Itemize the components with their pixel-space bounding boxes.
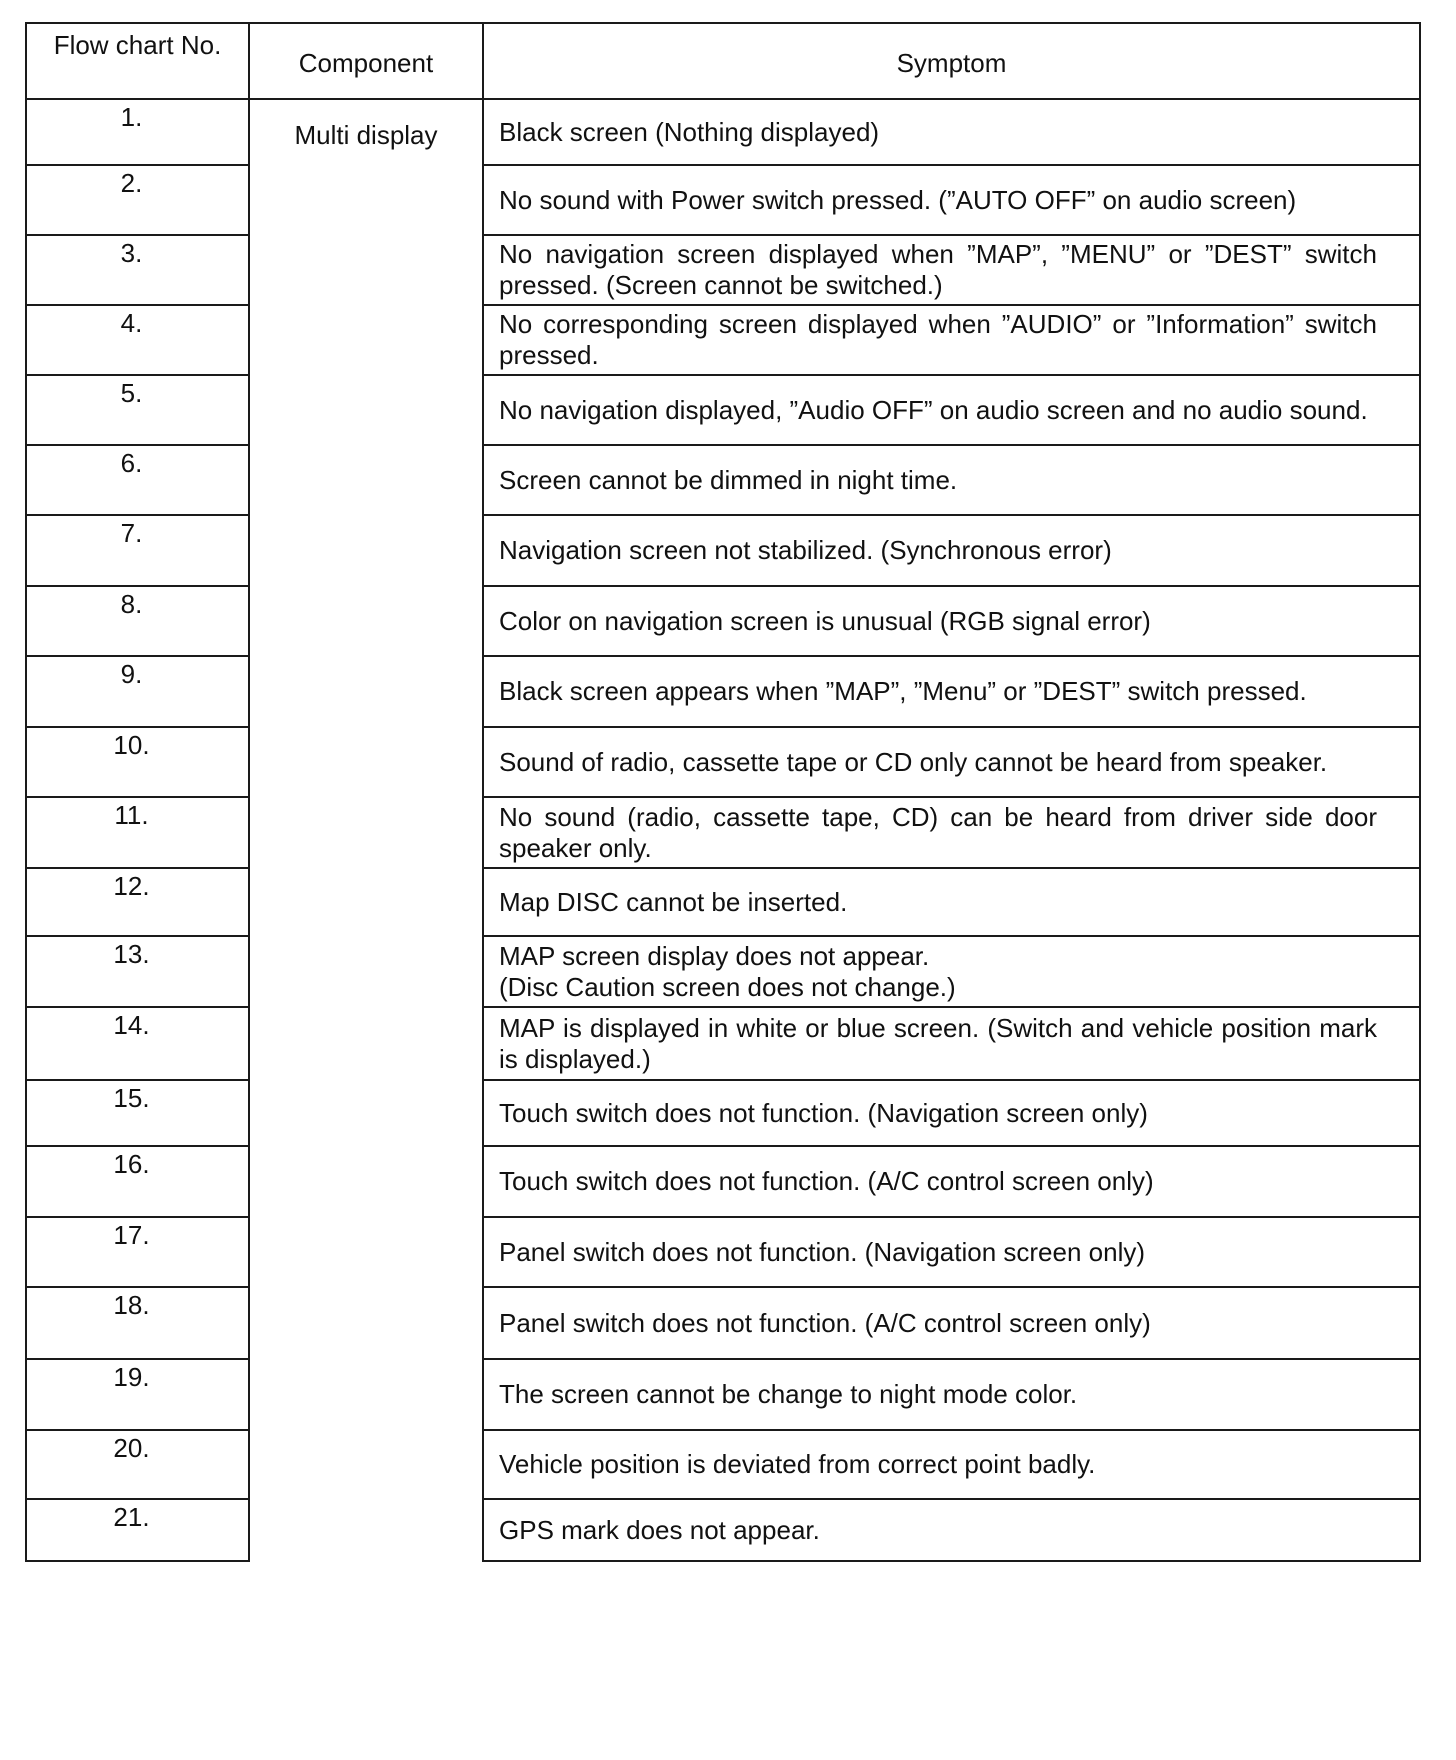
symptom-cell: MAP screen display does not appear. (Disc Caution screen does not change.) [483, 936, 1420, 1007]
table-row [26, 1430, 1420, 1499]
header-symptom: Symptom [483, 23, 1420, 99]
symptom-cell: MAP is displayed in white or blue screen. (Switch and vehicle position mark is displayed.) [483, 1007, 1420, 1080]
component-cell [249, 936, 483, 1007]
table-row [26, 1080, 1420, 1146]
header-component: Component [249, 23, 483, 99]
flow-chart-number: 18. [26, 1287, 249, 1359]
flow-chart-number: 12. [26, 868, 249, 936]
component-cell [249, 1217, 483, 1287]
flow-chart-number: 2. [26, 165, 249, 235]
component-cell [249, 727, 483, 797]
table-row [26, 99, 1420, 165]
component-cell [249, 515, 483, 586]
component-cell [249, 445, 483, 515]
component-cell [249, 586, 483, 656]
table-row [26, 936, 1420, 1007]
header-flow-chart-no: Flow chart No. [26, 23, 249, 99]
flow-chart-number: 17. [26, 1217, 249, 1287]
symptom-cell: Panel switch does not function. (A/C control screen only) [483, 1287, 1420, 1359]
symptom-cell: Touch switch does not function. (A/C control screen only) [483, 1146, 1420, 1217]
table-row [26, 1217, 1420, 1287]
component-cell [249, 868, 483, 936]
flow-chart-number: 14. [26, 1007, 249, 1080]
table-row [26, 375, 1420, 445]
header-row [26, 23, 1420, 99]
table-row [26, 1146, 1420, 1217]
symptom-cell: Black screen appears when ”MAP”, ”Menu” or ”DEST” switch pressed. [483, 656, 1420, 727]
flow-chart-number: 8. [26, 586, 249, 656]
flow-chart-number: 19. [26, 1359, 249, 1430]
symptom-cell: GPS mark does not appear. [483, 1499, 1420, 1561]
table-row [26, 165, 1420, 235]
symptom-cell: Black screen (Nothing displayed) [483, 99, 1420, 165]
flow-chart-number: 7. [26, 515, 249, 586]
component-cell [249, 1359, 483, 1430]
component-cell [249, 1287, 483, 1359]
symptom-cell: No sound (radio, cassette tape, CD) can be heard from driver side door speaker only. [483, 797, 1420, 868]
flow-chart-number: 11. [26, 797, 249, 868]
symptom-cell: Map DISC cannot be inserted. [483, 868, 1420, 936]
component-cell [249, 1499, 483, 1561]
table-row [26, 305, 1420, 375]
table-row [26, 1287, 1420, 1359]
table-row [26, 656, 1420, 727]
component-cell [249, 375, 483, 445]
component-cell [249, 305, 483, 375]
symptom-cell: Navigation screen not stabilized. (Synchronous error) [483, 515, 1420, 586]
flow-chart-number: 10. [26, 727, 249, 797]
table-row [26, 727, 1420, 797]
flow-chart-number: 13. [26, 936, 249, 1007]
flow-chart-number: 20. [26, 1430, 249, 1499]
symptom-cell: No corresponding screen displayed when ”AUDIO” or ”Information” switch pressed. [483, 305, 1420, 375]
symptom-cell: No navigation displayed, ”Audio OFF” on audio screen and no audio sound. [483, 375, 1420, 445]
flow-chart-number: 4. [26, 305, 249, 375]
component-cell [249, 656, 483, 727]
table-row [26, 586, 1420, 656]
flow-chart-number: 3. [26, 235, 249, 305]
flow-chart-number: 15. [26, 1080, 249, 1146]
symptom-table [25, 22, 1421, 1562]
symptom-cell: Sound of radio, cassette tape or CD only cannot be heard from speaker. [483, 727, 1420, 797]
component-cell [249, 1430, 483, 1499]
flow-chart-number: 21. [26, 1499, 249, 1561]
component-cell [249, 797, 483, 868]
table-row [26, 1499, 1420, 1561]
component-cell [249, 1080, 483, 1146]
flow-chart-number: 5. [26, 375, 249, 445]
table-row [26, 1007, 1420, 1080]
component-cell [249, 1007, 483, 1080]
symptom-cell: Screen cannot be dimmed in night time. [483, 445, 1420, 515]
component-cell: Multi display [249, 99, 483, 165]
flow-chart-number: 1. [26, 99, 249, 165]
symptom-cell: No sound with Power switch pressed. (”AUTO OFF” on audio screen) [483, 165, 1420, 235]
flow-chart-number: 16. [26, 1146, 249, 1217]
symptom-cell: Vehicle position is deviated from correct point badly. [483, 1430, 1420, 1499]
table-row [26, 1359, 1420, 1430]
table-row [26, 235, 1420, 305]
component-cell [249, 235, 483, 305]
symptom-cell: Color on navigation screen is unusual (RGB signal error) [483, 586, 1420, 656]
symptom-cell: No navigation screen displayed when ”MAP”, ”MENU” or ”DEST” switch pressed. (Screen cannot be switched.) [483, 235, 1420, 305]
table-row [26, 445, 1420, 515]
component-cell [249, 1146, 483, 1217]
symptom-cell: The screen cannot be change to night mode color. [483, 1359, 1420, 1430]
table-row [26, 868, 1420, 936]
symptom-cell: Panel switch does not function. (Navigation screen only) [483, 1217, 1420, 1287]
table-row [26, 797, 1420, 868]
flow-chart-number: 6. [26, 445, 249, 515]
component-cell [249, 165, 483, 235]
table-row [26, 515, 1420, 586]
symptom-cell: Touch switch does not function. (Navigation screen only) [483, 1080, 1420, 1146]
flow-chart-number: 9. [26, 656, 249, 727]
